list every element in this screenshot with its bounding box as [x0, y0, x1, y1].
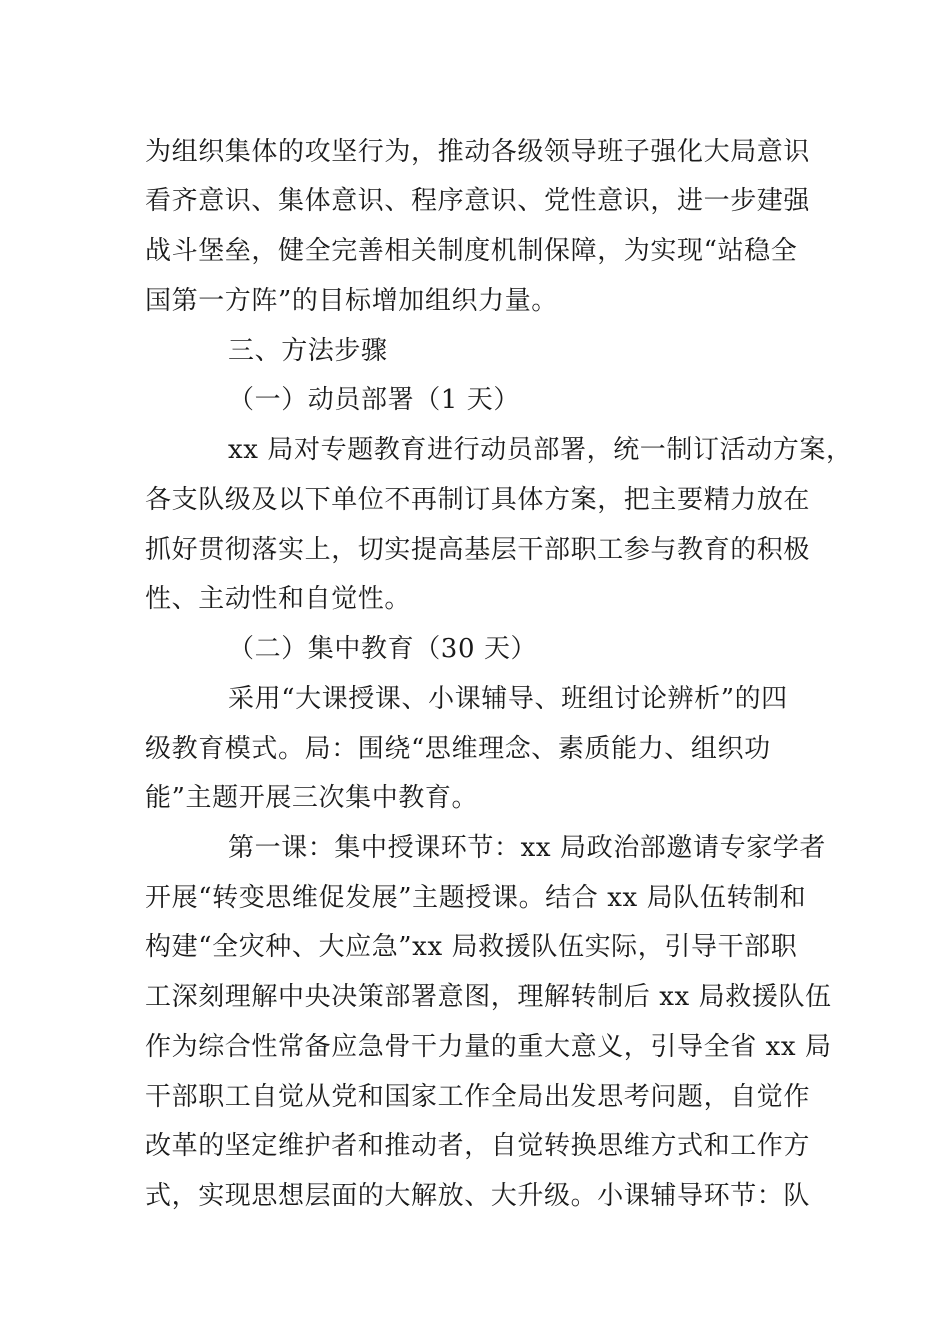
paragraph-line: 能”主题开展三次集中教育。 — [145, 783, 479, 813]
paragraph-line: 国第一方阵”的目标增加组织力量。 — [145, 286, 558, 316]
paragraph-line: 各支队级及以下单位不再制订具体方案，把主要精力放在 — [145, 485, 811, 515]
paragraph-line: 改革的坚定维护者和推动者，自觉转换思维方式和工作方 — [145, 1131, 811, 1161]
paragraph-line: 性、主动性和自觉性。 — [145, 584, 412, 614]
paragraph-line: 作为综合性常备应急骨干力量的重大意义，引导全省 xx 局 — [145, 1032, 832, 1062]
paragraph-line: 抓好贯彻落实上，切实提高基层干部职工参与教育的积极 — [145, 535, 811, 565]
paragraph-line: 为组织集体的攻坚行为，推动各级领导班子强化大局意识 — [145, 137, 811, 167]
paragraph-line: 工深刻理解中央决策部署意图，理解转制后 xx 局救援队伍 — [145, 982, 832, 1012]
paragraph-line: 干部职工自觉从党和国家工作全局出发思考问题，自觉作 — [145, 1082, 811, 1112]
paragraph-line: 第一课：集中授课环节：xx 局政治部邀请专家学者 — [228, 833, 826, 863]
paragraph-line: 战斗堡垒，健全完善相关制度机制保障，为实现“站稳全 — [145, 236, 798, 266]
paragraph-line: 采用“大课授课、小课辅导、班组讨论辨析”的四 — [228, 684, 788, 714]
subsection-heading: （二）集中教育（30 天） — [228, 634, 538, 664]
subsection-heading: （一）动员部署（1 天） — [228, 385, 521, 415]
paragraph-line: 级教育模式。局：围绕“思维理念、素质能力、组织功 — [145, 734, 771, 764]
paragraph-line: 构建“全灾种、大应急”xx 局救援队伍实际，引导干部职 — [145, 932, 798, 962]
paragraph-line: 看齐意识、集体意识、程序意识、党性意识，进一步建强 — [145, 186, 811, 216]
paragraph-line: 式，实现思想层面的大解放、大升级。小课辅导环节：队 — [145, 1181, 811, 1211]
paragraph-line: 开展“转变思维促发展”主题授课。结合 xx 局队伍转制和 — [145, 883, 807, 913]
section-heading: 三、方法步骤 — [228, 336, 388, 366]
paragraph-line: xx 局对专题教育进行动员部署，统一制订活动方案， — [228, 435, 853, 465]
